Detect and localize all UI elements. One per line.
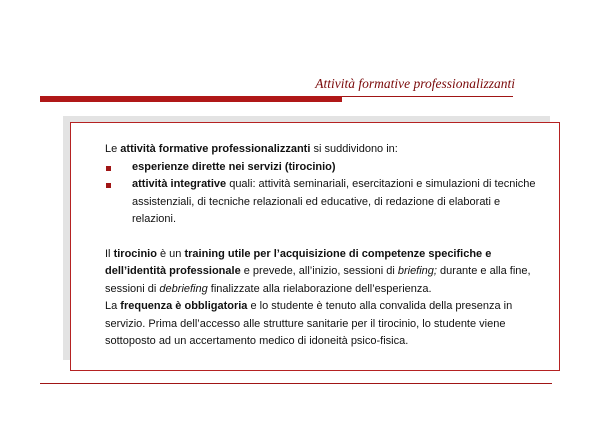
square-bullet-icon bbox=[106, 183, 111, 188]
bottom-divider bbox=[40, 383, 552, 384]
frequency-emphasis: frequenza è obbligatoria bbox=[120, 300, 248, 312]
body-emphasis: training utile per l’acquisizione di competenze specifiche e dell’identità professionale bbox=[105, 247, 492, 277]
list-item-bold: esperienze dirette nei servizi (tirocinio) bbox=[132, 160, 336, 173]
body-italic: briefing; bbox=[397, 265, 437, 277]
list-item-text: quali: attività seminariali, esercitazioni e simulazioni di tecniche assistenziali, di tecniche relazionali ed educative, di redazione di elaborati e relazioni. bbox=[132, 178, 536, 225]
frequency-paragraph bbox=[105, 298, 537, 351]
body-emphasis: tirocinio bbox=[113, 247, 157, 260]
content-text bbox=[105, 141, 537, 351]
body-text: è un bbox=[156, 247, 185, 260]
tirocinio-paragraph bbox=[105, 246, 537, 299]
body-text: Il bbox=[105, 247, 114, 260]
body-text: durante e alla fine, sessioni di bbox=[105, 265, 531, 295]
list-item-bold: attività integrative bbox=[132, 178, 227, 190]
intro-emphasis: attività formative professionalizzanti bbox=[120, 143, 311, 155]
intro-text: Le bbox=[105, 143, 121, 155]
title-accent-bar bbox=[40, 96, 342, 102]
list-item bbox=[105, 176, 537, 229]
intro-paragraph bbox=[105, 141, 537, 159]
body-text: finalizzate alla rielaborazione dell’esperienza. bbox=[207, 282, 432, 295]
slide-title: Attività formative professionalizzanti bbox=[315, 76, 515, 91]
intro-text-end: si suddividono in: bbox=[310, 143, 398, 155]
body-italic: debriefing bbox=[159, 282, 208, 295]
frequency-text: e lo studente è tenuto alla convalida della presenza in servizio. Prima dell’accesso alle strutture sanitarie per il tirocinio, lo studente viene sottoposto ad un accertamento medico di idoneità psico-fisica. bbox=[105, 300, 513, 347]
list-item bbox=[105, 159, 537, 177]
square-bullet-icon bbox=[106, 166, 111, 171]
body-text: e prevede, all’inizio, sessioni di bbox=[240, 265, 398, 277]
activity-list bbox=[105, 159, 537, 229]
frequency-text: La bbox=[105, 300, 121, 312]
